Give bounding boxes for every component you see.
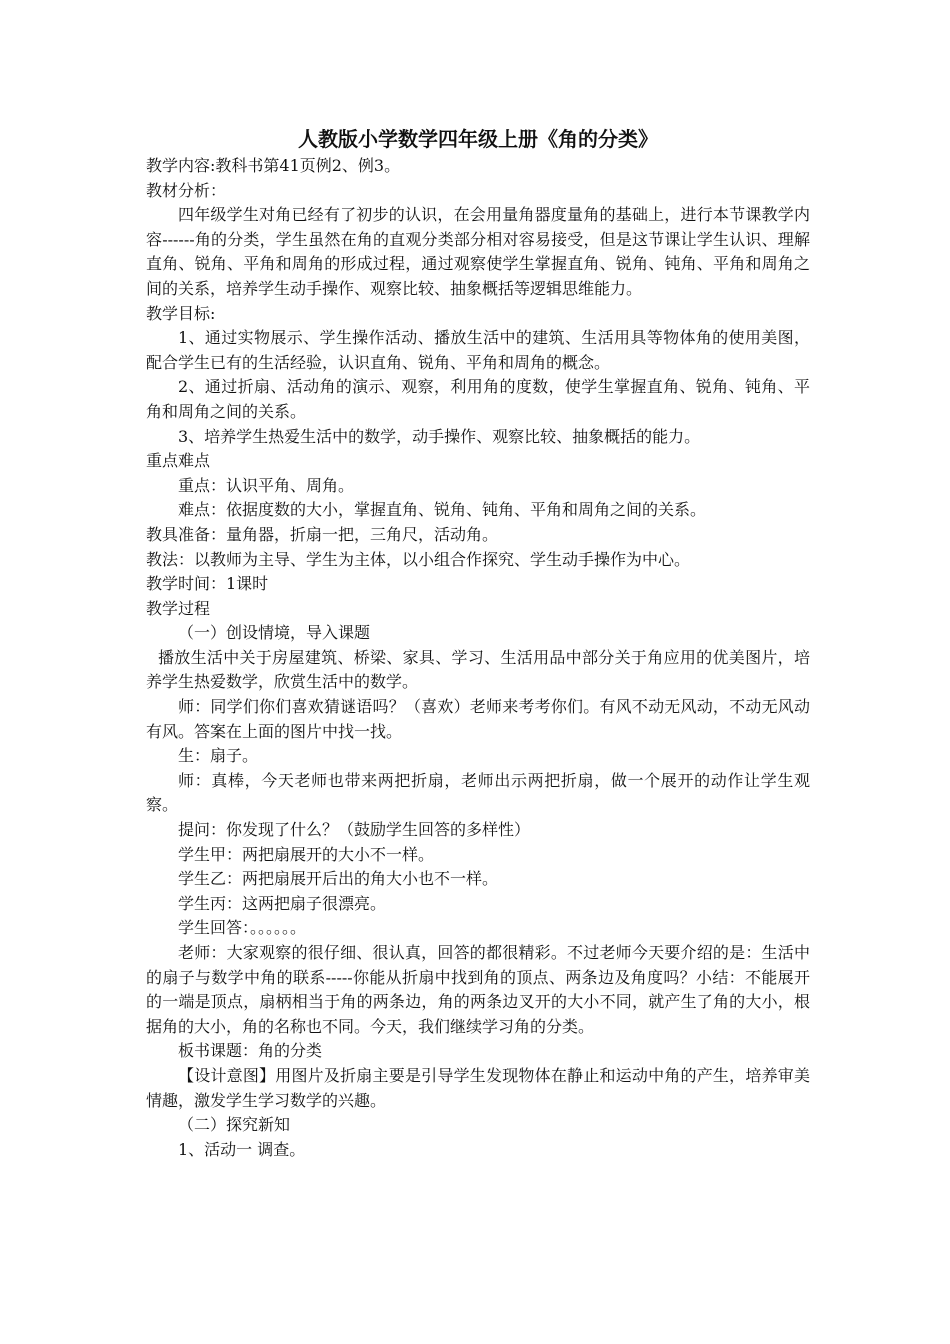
student-c-answer: 学生丙：这两把扇子很漂亮。 bbox=[178, 893, 387, 913]
key-point: 重点：认识平角、周角。 bbox=[178, 475, 355, 495]
goal-item-3: 3、培养学生热爱生活中的数学，动手操作、观察比较、抽象概括的能力。 bbox=[178, 426, 701, 446]
teaching-content: 教学内容:教科书第41页例2、例3。 bbox=[146, 156, 401, 175]
question-prompt: 提问：你发现了什么？（鼓励学生回答的多样性） bbox=[178, 820, 531, 840]
material-analysis-heading: 教材分析： bbox=[146, 180, 227, 200]
student-a-answer: 学生甲：两把扇展开的大小不一样。 bbox=[178, 844, 435, 864]
student-b-answer: 学生乙：两把扇展开后出的角大小也不一样。 bbox=[178, 869, 499, 889]
activity-1: 1、活动一 调查。 bbox=[178, 1139, 306, 1159]
teacher-shows-fans: 师：真棒，今天老师也带来两把折扇，老师出示两把折扇，做一个展开的动作让学生观察。 bbox=[146, 770, 810, 815]
teacher-riddle: 师：同学们你们喜欢猜谜语吗？（喜欢）老师来考考你们。有风不动无风动，不动无风动有风。答案在上面的图片中找一找。 bbox=[146, 697, 810, 741]
section-1-heading: （一）创设情境，导入课题 bbox=[178, 623, 371, 643]
students-answer: 学生回答：。。。。。。 bbox=[178, 918, 307, 938]
section-2-heading: （二）探究新知 bbox=[178, 1115, 291, 1135]
goal-item-2: 2、通过折扇、活动角的演示、观察，利用角的度数，使学生掌握直角、锐角、钝角、平角和周角之间的关系。 bbox=[146, 377, 810, 421]
teaching-method: 教法：以教师为主导、学生为主体，以小组合作探究、学生动手操作为中心。 bbox=[146, 549, 691, 569]
teaching-goals-heading: 教学目标: bbox=[146, 303, 216, 323]
teaching-time: 教学时间：1课时 bbox=[146, 574, 269, 594]
document-page bbox=[146, 124, 810, 1162]
goal-item-1: 1、通过实物展示、学生操作活动、播放生活中的建筑、生活用具等物体角的使用美图，配合学生已有的生活经验，认识直角、锐角、平角和周角的概念。 bbox=[146, 328, 810, 372]
document-title: 人教版小学数学四年级上册《角的分类》 bbox=[298, 127, 658, 151]
difficult-point: 难点：依据度数的大小，掌握直角、锐角、钝角、平角和周角之间的关系。 bbox=[178, 500, 707, 520]
student-answer-fan: 生：扇子。 bbox=[178, 746, 259, 766]
section-1-intro: 播放生活中关于房屋建筑、桥梁、家具、学习、生活用品中部分关于角应用的优美图片，培养学生热爱数学，欣赏生活中的数学。 bbox=[146, 647, 810, 692]
teacher-summary: 老师：大家观察的很仔细、很认真，回答的都很精彩。不过老师今天要介绍的是：生活中的扇子与数学中角的联系-----你能从折扇中找到角的顶点、两条边及角度吗？小结：不能展开的一端是顶点，扇柄相当于角的两条边，角的两条边叉开的大小不同，就产生了角的大小，根据角的大小，角的名称也不同。今天，我们继续学习角的分类。 bbox=[146, 943, 810, 1036]
teaching-process-heading: 教学过程 bbox=[146, 598, 211, 618]
design-intent: 【设计意图】用图片及折扇主要是引导学生发现物体在静止和运动中角的产生，培养审美情趣，激发学生学习数学的兴趣。 bbox=[146, 1065, 810, 1110]
material-analysis-text: 四年级学生对角已经有了初步的认识，在会用量角器度量角的基础上，进行本节课教学内容------角的分类，学生虽然在角的直观分类部分相对容易接受，但是这节课让学生认识、理解直角、锐角、平角和周角的形成过程，通过观察使学生掌握直角、锐角、钝角、平角和周角之间的关系，培养学生动手操作、观察比较、抽象概括等逻辑思维能力。 bbox=[146, 205, 810, 298]
key-points-heading: 重点难点 bbox=[146, 451, 211, 471]
teaching-aids: 教具准备：量角器，折扇一把，三角尺，活动角。 bbox=[146, 524, 499, 544]
board-topic: 板书课题：角的分类 bbox=[178, 1041, 323, 1061]
